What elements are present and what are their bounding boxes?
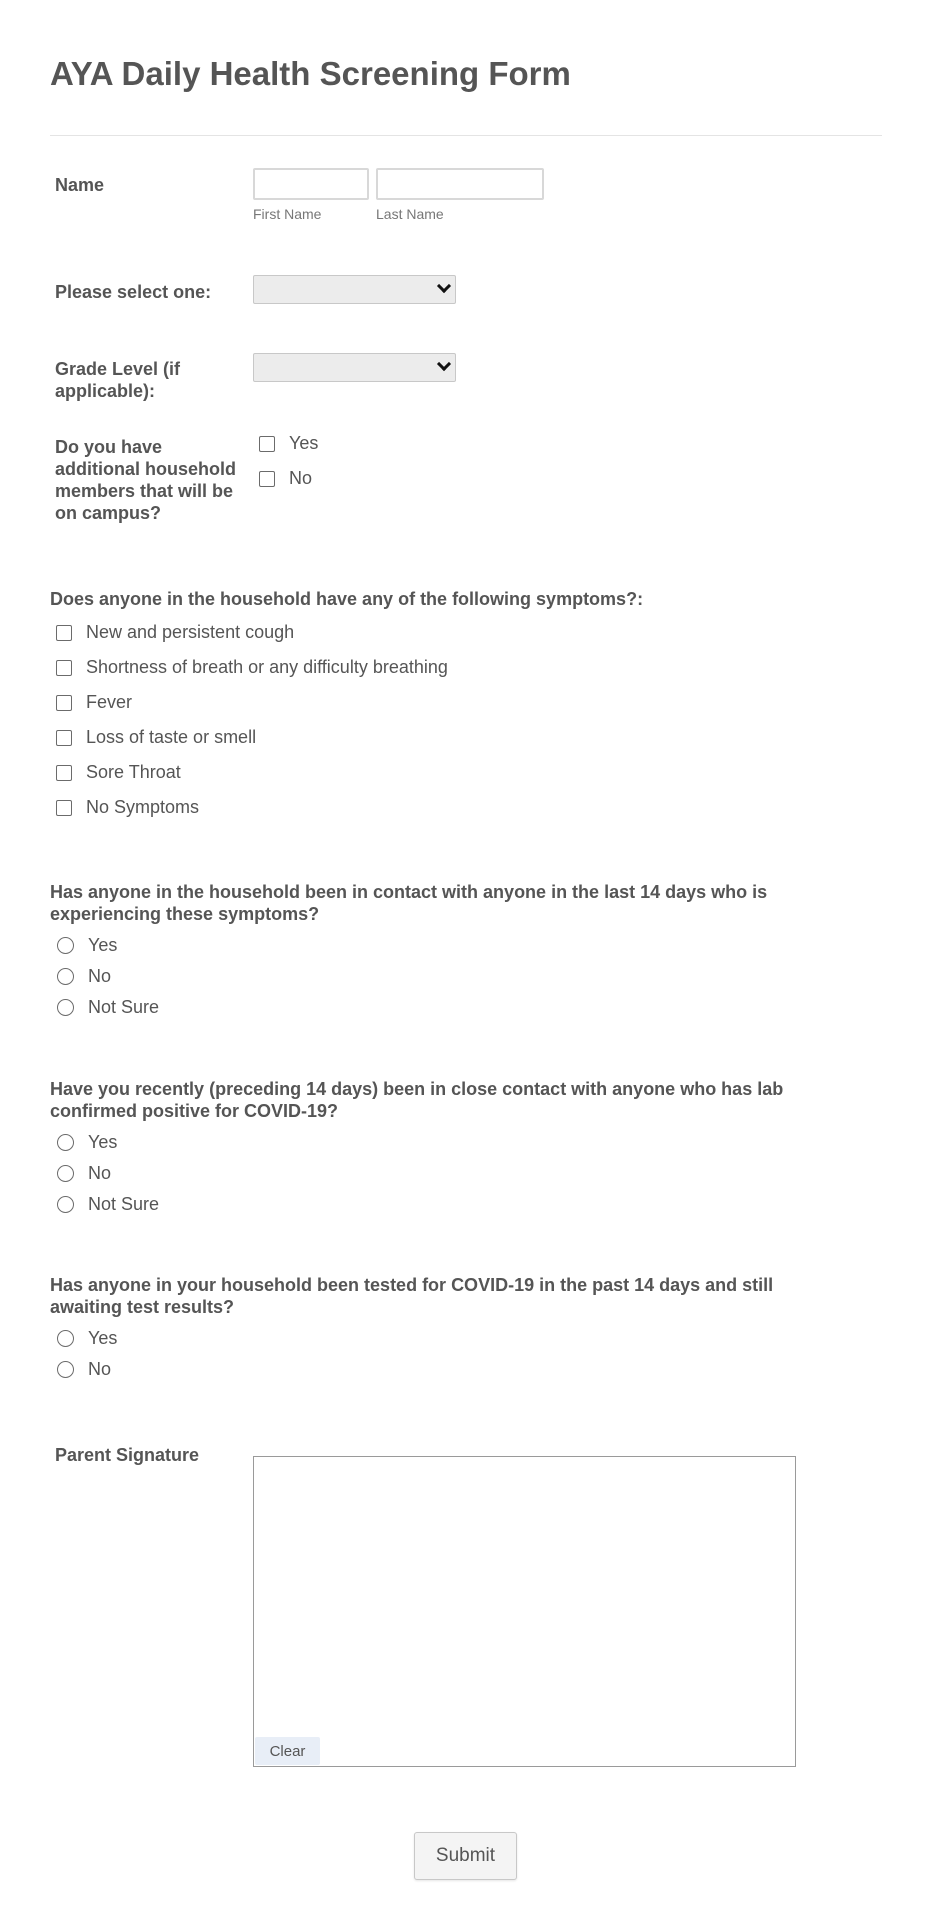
option-label: Yes [289,433,319,453]
grade-level-label-line2: applicable): [55,381,156,401]
first-name-sublabel: First Name [253,206,322,222]
close-contact-question-line1: Have you recently (preceding 14 days) been in close contact with anyone who has lab [50,1079,784,1099]
checkbox[interactable] [56,695,72,711]
contact-option-not-sure[interactable] [57,997,159,1018]
first-name-input[interactable] [253,168,369,200]
household-option-yes[interactable] [259,433,318,454]
chevron-down-icon [437,357,451,371]
household-label-line1: Do you have [55,437,163,457]
option-label: No [88,1163,112,1183]
grade-level-label-line1: Grade Level (if [55,359,181,379]
contact-option-no[interactable] [57,966,111,987]
signature-label: Parent Signature [55,1445,200,1465]
checkbox[interactable] [56,800,72,816]
option-label: New and persistent cough [86,622,295,642]
symptom-option-cough[interactable] [56,622,294,643]
household-label-line4: on campus? [55,503,162,523]
checkbox[interactable] [259,436,275,452]
household-label-line3: members that will be [55,481,234,501]
radio-button[interactable] [57,1165,74,1182]
close-contact-option-yes[interactable] [57,1132,117,1153]
household-members-label [55,436,236,524]
radio-button[interactable] [57,1361,74,1378]
tested-question-line2: awaiting test results? [50,1297,235,1317]
contact-symptoms-question [50,881,870,925]
close-contact-option-not-sure[interactable] [57,1194,159,1215]
option-label: Shortness of breath or any difficulty breathing [86,657,448,677]
submit-button[interactable]: Submit [414,1832,517,1880]
radio-button[interactable] [57,1196,74,1213]
radio-button[interactable] [57,968,74,985]
option-label: No [289,468,313,488]
last-name-sublabel: Last Name [376,206,444,222]
page-title: AYA Daily Health Screening Form [50,55,571,92]
name-label: Name [55,175,105,195]
title-divider [50,135,882,136]
household-label-line2: additional household [55,459,236,479]
option-label: Fever [86,692,133,712]
option-label: No [88,966,112,986]
tested-option-yes[interactable] [57,1328,117,1349]
signature-pad[interactable] [253,1456,796,1767]
option-label: No Symptoms [86,797,200,817]
tested-question [50,1274,870,1318]
grade-level-label [55,358,180,402]
checkbox[interactable] [56,730,72,746]
option-label: Not Sure [88,1194,160,1214]
close-contact-question-line2: confirmed positive for COVID-19? [50,1101,339,1121]
clear-signature-button[interactable]: Clear [255,1737,320,1765]
symptom-option-fever[interactable] [56,692,132,713]
option-label: No [88,1359,112,1379]
symptoms-question: Does anyone in the household have any of the following symptoms?: [50,589,644,609]
tested-question-line1: Has anyone in your household been tested for COVID-19 in the past 14 days and still [50,1275,774,1295]
symptom-option-none[interactable] [56,797,199,818]
option-label: Not Sure [88,997,160,1017]
option-label: Sore Throat [86,762,181,782]
grade-level-dropdown[interactable] [253,353,456,382]
last-name-input[interactable] [376,168,544,200]
checkbox[interactable] [56,625,72,641]
close-contact-question [50,1078,870,1122]
select-one-dropdown[interactable] [253,275,456,304]
symptom-option-breath[interactable] [56,657,448,678]
symptom-option-taste-smell[interactable] [56,727,256,748]
radio-button[interactable] [57,937,74,954]
option-label: Yes [88,1132,118,1152]
option-label: Yes [88,1328,118,1348]
tested-option-no[interactable] [57,1359,111,1380]
checkbox[interactable] [56,660,72,676]
checkbox[interactable] [56,765,72,781]
radio-button[interactable] [57,1134,74,1151]
option-label: Yes [88,935,118,955]
radio-button[interactable] [57,999,74,1016]
option-label: Loss of taste or smell [86,727,257,747]
close-contact-option-no[interactable] [57,1163,111,1184]
household-option-no[interactable] [259,468,312,489]
chevron-down-icon [437,279,451,293]
checkbox[interactable] [259,471,275,487]
symptom-option-sore-throat[interactable] [56,762,181,783]
select-one-label: Please select one: [55,282,212,302]
contact-question-line1: Has anyone in the household been in contact with anyone in the last 14 days who is [50,882,768,902]
contact-question-line2: experiencing these symptoms? [50,904,320,924]
contact-option-yes[interactable] [57,935,117,956]
radio-button[interactable] [57,1330,74,1347]
